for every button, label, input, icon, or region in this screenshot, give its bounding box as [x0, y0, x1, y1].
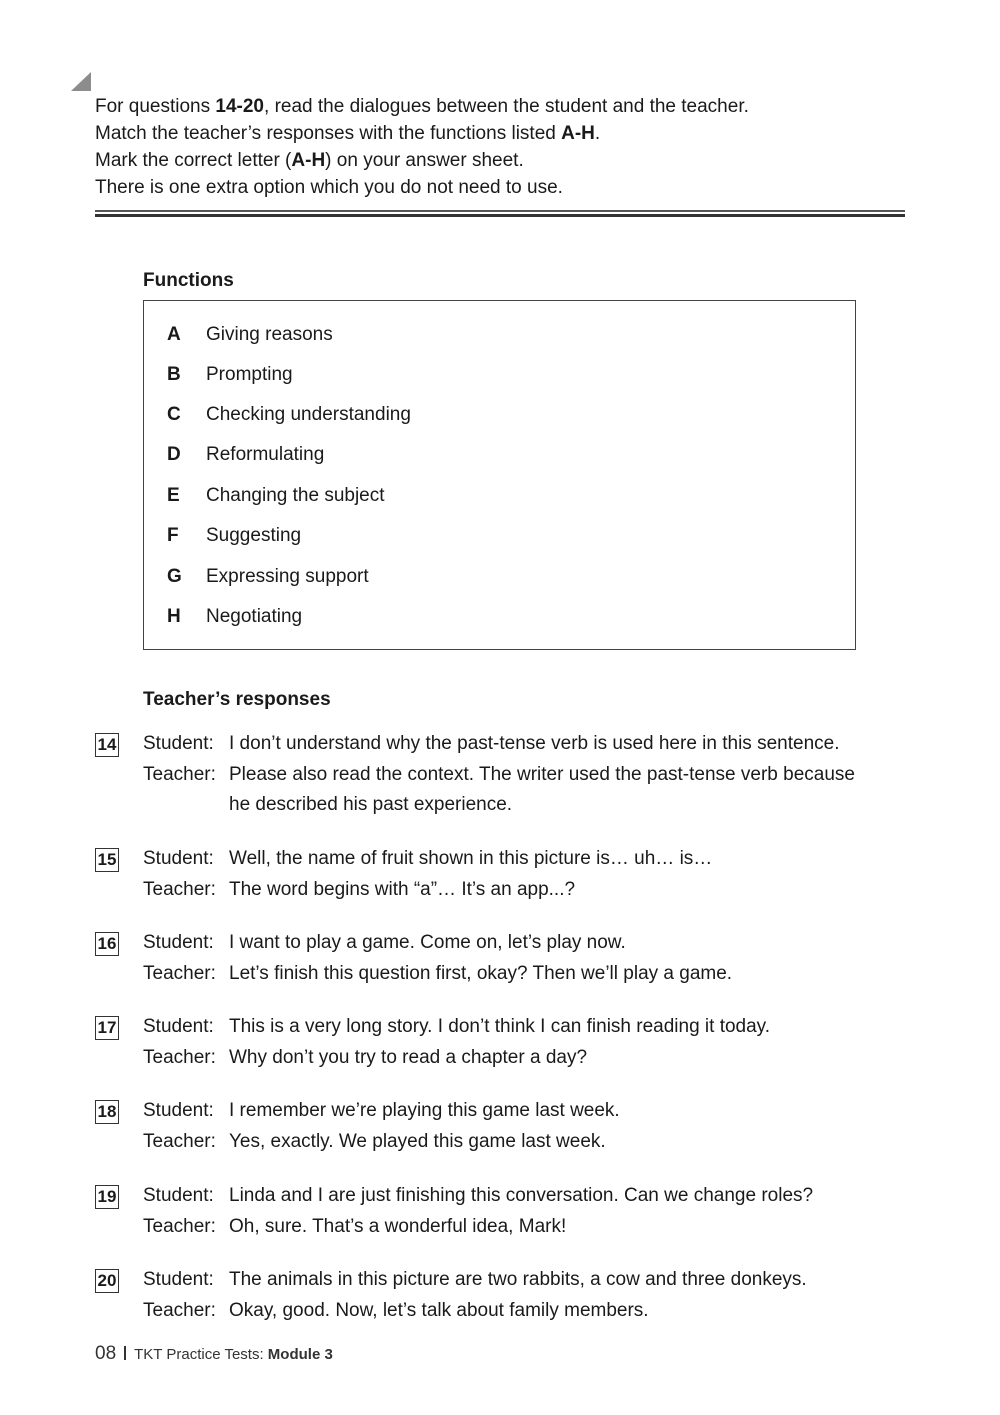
responses-heading: Teacher’s responses	[143, 689, 331, 710]
question-number: 17	[95, 1016, 119, 1040]
functions-heading: Functions	[143, 270, 234, 291]
function-item: D Reformulating	[167, 444, 325, 465]
function-item: E Changing the subject	[167, 485, 385, 506]
page-number: 08	[95, 1343, 117, 1364]
instruction-line-2: Match the teacher’s responses with the functions listed A-H.	[95, 123, 601, 144]
teacher-line-continued: he described his past experience.	[229, 794, 513, 815]
question-number: 15	[95, 848, 119, 872]
teacher-line: Teacher: Okay, good. Now, let’s talk about family members.	[143, 1300, 649, 1321]
function-item: C Checking understanding	[167, 404, 411, 425]
instruction-line-3: Mark the correct letter (A-H) on your answer sheet.	[95, 150, 524, 171]
functions-box	[143, 300, 856, 650]
double-rule-divider	[95, 210, 905, 217]
footer-separator	[124, 1346, 126, 1360]
teacher-line: Teacher: Yes, exactly. We played this game last week.	[143, 1131, 606, 1152]
function-item: B Prompting	[167, 364, 293, 385]
question-number: 16	[95, 932, 119, 956]
student-line: Student: I remember we’re playing this game last week.	[143, 1100, 620, 1121]
teacher-line: Teacher: Why don’t you try to read a chapter a day?	[143, 1047, 588, 1068]
student-line: Student: I don’t understand why the past-tense verb is used here in this sentence.	[143, 733, 840, 754]
question-number: 19	[95, 1185, 119, 1209]
question-number: 14	[95, 733, 119, 757]
page-footer	[95, 1343, 333, 1365]
function-item: G Expressing support	[167, 566, 369, 587]
question-number: 18	[95, 1100, 119, 1124]
student-line: Student: Linda and I are just finishing this conversation. Can we change roles?	[143, 1185, 814, 1206]
instruction-line-4: There is one extra option which you do not need to use.	[95, 177, 563, 198]
book-title: TKT Practice Tests:	[134, 1346, 268, 1363]
function-item: A Giving reasons	[167, 324, 333, 345]
student-line: Student: I want to play a game. Come on, let’s play now.	[143, 932, 626, 953]
instructions	[95, 93, 749, 201]
student-line: Student: This is a very long story. I don’t think I can finish reading it today.	[143, 1016, 771, 1037]
instruction-line-1: For questions 14-20, read the dialogues between the student and the teacher.	[95, 96, 749, 117]
student-line: Student: The animals in this picture are two rabbits, a cow and three donkeys.	[143, 1269, 807, 1290]
function-item: F Suggesting	[167, 525, 302, 546]
teacher-line: Teacher: Please also read the context. The writer used the past-tense verb because	[143, 764, 855, 785]
module-label: Module 3	[267, 1346, 333, 1363]
function-item: H Negotiating	[167, 606, 303, 627]
corner-triangle-icon	[71, 72, 91, 91]
teacher-line: Teacher: The word begins with “a”… It’s an app...?	[143, 879, 576, 900]
student-line: Student: Well, the name of fruit shown in this picture is… uh… is…	[143, 848, 713, 869]
question-number: 20	[95, 1269, 119, 1293]
teacher-line: Teacher: Oh, sure. That’s a wonderful idea, Mark!	[143, 1216, 567, 1237]
teacher-line: Teacher: Let’s finish this question first, okay? Then we’ll play a game.	[143, 963, 733, 984]
